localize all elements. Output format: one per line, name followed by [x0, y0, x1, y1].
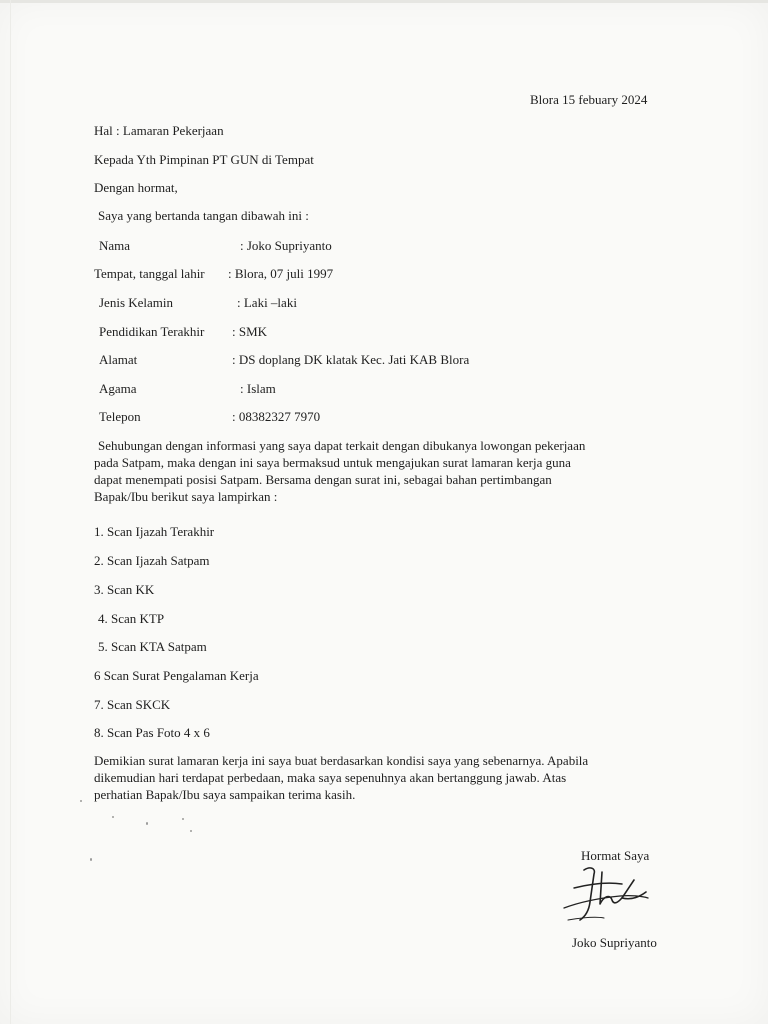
field-value-education: : SMK	[232, 324, 268, 339]
attachment-item: 6 Scan Surat Pengalaman Kerja	[94, 668, 259, 683]
field-value-gender: : Laki –laki	[237, 295, 297, 310]
body-line: Sehubungan dengan informasi yang saya dapat terkait dengan dibukanya lowongan pekerjaan	[98, 438, 586, 453]
field-value-name: : Joko Supriyanto	[240, 238, 332, 253]
intro-line: Saya yang bertanda tangan dibawah ini :	[98, 208, 309, 223]
closing-paragraph	[94, 752, 588, 803]
scan-speck	[190, 830, 192, 832]
place-date: Blora 15 febuary 2024	[530, 92, 648, 107]
body-line: pada Satpam, maka dengan ini saya bermaksud untuk mengajukan surat lamaran kerja guna	[94, 455, 571, 470]
attachment-item: 4. Scan KTP	[98, 611, 165, 626]
subject-line: Hal : Lamaran Pekerjaan	[94, 123, 224, 138]
scan-speck	[80, 800, 82, 802]
field-value-religion: : Islam	[240, 381, 276, 396]
closing-line: dikemudian hari terdapat perbedaan, maka saya sepenuhnya akan bertanggung jawab. Atas	[94, 770, 567, 785]
field-label-name: Nama	[99, 238, 131, 253]
field-label-phone: Telepon	[99, 409, 141, 424]
scan-speck	[112, 816, 114, 818]
recipient-line: Kepada Yth Pimpinan PT GUN di Tempat	[94, 152, 314, 167]
field-label-gender: Jenis Kelamin	[99, 295, 174, 310]
signature-icon	[560, 858, 656, 930]
field-label-education: Pendidikan Terakhir	[99, 324, 205, 339]
attachment-item: 3. Scan KK	[94, 582, 155, 597]
sign-off: Hormat Saya	[581, 848, 650, 863]
scan-speck	[90, 858, 92, 861]
body-paragraph	[94, 437, 585, 505]
field-label-address: Alamat	[99, 352, 138, 367]
attachment-item: 7. Scan SKCK	[94, 697, 171, 712]
body-line: dapat menempati posisi Satpam. Bersama dengan surat ini, sebagai bahan pertimbangan	[94, 472, 552, 487]
scan-speck	[182, 818, 184, 820]
page-edge-top	[0, 0, 768, 3]
page-edge-left	[10, 0, 11, 1024]
attachment-item: 2. Scan Ijazah Satpam	[94, 553, 210, 568]
attachment-item: 8. Scan Pas Foto 4 x 6	[94, 725, 210, 740]
closing-line: Demikian surat lamaran kerja ini saya buat berdasarkan kondisi saya yang sebenarnya. Apabila	[94, 753, 589, 768]
field-value-address: : DS doplang DK klatak Kec. Jati KAB Blora	[232, 352, 470, 367]
body-line: Bapak/Ibu berikut saya lampirkan :	[94, 489, 278, 504]
field-value-birth: : Blora, 07 juli 1997	[228, 266, 334, 281]
field-label-religion: Agama	[99, 381, 137, 396]
scan-speck	[146, 822, 148, 825]
attachment-item: 5. Scan KTA Satpam	[98, 639, 207, 654]
field-label-birth: Tempat, tanggal lahir	[94, 266, 205, 281]
attachment-item: 1. Scan Ijazah Terakhir	[94, 524, 215, 539]
signer-name: Joko Supriyanto	[572, 935, 657, 950]
greeting: Dengan hormat,	[94, 180, 178, 195]
closing-line: perhatian Bapak/Ibu saya sampaikan terima kasih.	[94, 787, 356, 802]
field-value-phone: : 08382327 7970	[232, 409, 321, 424]
